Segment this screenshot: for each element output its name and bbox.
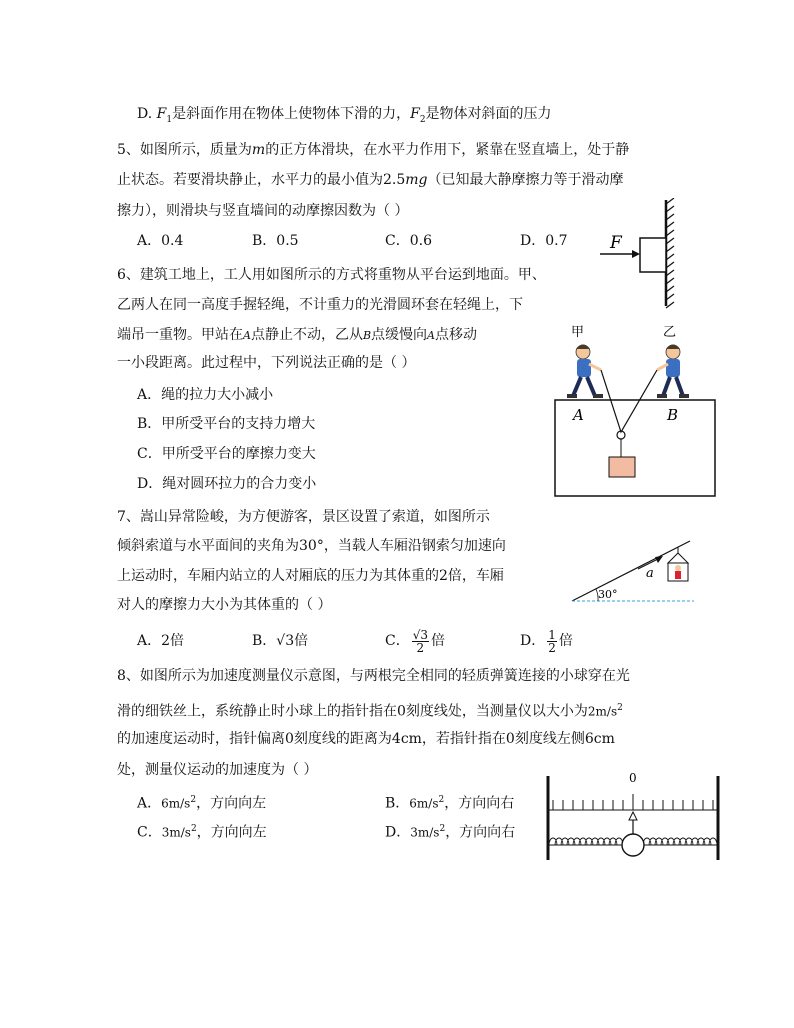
q5-line-2 [117,170,624,190]
option-letter: D． [520,633,546,649]
direction: ，方向向右 [445,824,516,841]
ball [622,834,644,856]
numerator: 1 [548,627,556,642]
q4-option-d [137,104,552,130]
worker-yi [657,345,689,399]
q6-line-1: 6、建筑工地上，工人用如图所示的方式将重物从平台运到地面。甲、 [117,267,546,283]
force-symbol: F [410,106,420,122]
denominator: 2 [416,640,425,655]
q6-option-b: B．甲所受平台的支持力增大 [137,416,316,432]
q6-option-d: D．绳对圆环拉力的合力变小 [137,476,317,492]
mg-symbol: mg [405,172,428,188]
option-suffix: 倍 [294,633,309,649]
q7-option-d [520,624,573,658]
option-text: 是斜面作用在物体上使物体下滑的力， [172,106,411,122]
option-letter: C． [385,633,410,649]
option-letter: A． [137,795,162,812]
denominator: 2 [548,640,556,655]
q7-line-3: 上运动时，车厢内站立的人对厢底的压力为其体重的2倍，车厢 [117,568,504,584]
fraction [547,629,557,654]
option-letter: D. [137,106,153,122]
q5-option-a: A．0.4 [137,233,184,249]
scale-ticks [553,794,713,810]
q7-option-c [385,624,445,658]
q6-line-3 [117,325,477,346]
point-b-ref: B [362,329,372,342]
zero-label: 0 [629,771,637,785]
label-b: B [667,406,679,424]
label-yi: 乙 [663,325,677,340]
unit: 2m/s [587,704,618,719]
option-letter: D． [385,824,411,841]
option-letter: B． [385,795,410,812]
q7-line-1: 7、嵩山异常险峻，为方便游客，景区设置了索道，如图所示 [117,509,490,525]
accel-label: a [646,566,654,581]
q8-line-2 [117,698,623,722]
q8-line-1: 8、如图所示为加速度测量仪示意图，与两根完全相同的轻质弹簧连接的小球穿在光 [117,668,630,684]
weight [609,457,635,477]
point-a-ref: A [427,329,435,342]
q8-option-b [385,790,514,814]
q8-option-c [137,819,267,843]
q8-option-a [137,790,266,814]
spring-coil [549,838,623,845]
option-value: 2 [161,633,171,649]
q8-figure-accelerometer [544,770,724,862]
superscript: 2 [439,824,446,834]
unit: 3m/s [410,825,440,840]
direction: ，方向向左 [196,795,267,812]
subscript: 2 [419,114,426,125]
option-letter: C． [137,824,162,841]
question-text: 点移动 [435,327,477,343]
question-text: 滑的细铁丝上，系统静止时小球上的指针指在0刻度线处，当测量仪以大小为 [117,703,588,720]
cabin [668,547,688,581]
q6-line-4: 一小段距离。此过程中，下列说法正确的是（ ） [117,355,416,371]
option-letter: B． [252,633,277,649]
unit: 6m/s [409,796,439,811]
q8-line-3: 的加速度运动时，指针偏离0刻度线的距离为4cm，若指针指在0刻度线左侧6cm [117,731,615,747]
wall [666,198,674,308]
mass-symbol: m [251,142,266,158]
question-text: 端吊一重物。甲站在 [117,327,243,343]
question-text: 5、如图所示，质量为 [117,142,252,158]
unit: 3m/s [161,825,191,840]
q7-figure-cable-car [568,533,698,607]
q7-line-2: 倾斜索道与水平面间的夹角为30°，当载人车厢沿钢索匀加速向 [117,538,506,554]
q5-line-1 [117,140,629,160]
question-text: （已知最大静摩擦力等于滑动摩 [427,172,624,188]
question-text: 的正方体滑块，在水平力作用下，紧靠在竖直墙上，处于静 [265,142,630,158]
force-label: F [610,233,622,253]
force-symbol: F [156,106,167,122]
q6-option-c: C．甲所受平台的摩擦力变大 [137,446,316,462]
option-suffix: 倍 [170,633,185,649]
q6-line-2: 乙两人在同一高度手握轻绳，不计重力的光滑圆环套在轻绳上，下 [117,297,523,313]
worker-jia [567,345,603,399]
superscript: 2 [617,703,623,713]
question-text: 点静止不动，乙从 [250,327,363,343]
direction: ，方向向右 [444,795,515,812]
q8-line-4: 处，测量仪运动的加速度为（ ） [117,762,318,778]
q8-option-d [385,819,515,843]
q6-option-a: A．绳的拉力大小减小 [137,387,274,403]
angle-label: 30° [598,588,618,601]
q6-figure-platform [553,322,719,498]
direction: ，方向向左 [196,824,267,841]
q5-line-3: 擦力），则滑块与竖直墙间的动摩擦因数为（ ） [117,203,409,219]
numerator: √3 [412,627,428,642]
option-suffix: 倍 [558,633,573,649]
option-suffix: 倍 [431,633,445,649]
block [640,238,666,272]
label-a: A [573,406,584,424]
q5-option-b: B．0.5 [252,233,299,249]
question-text: 点缓慢向 [371,327,428,343]
superscript: 2 [190,795,197,805]
point-a-ref: A [243,329,251,342]
spring-coil [643,838,717,845]
q7-option-a [137,631,184,651]
subscript: 1 [166,114,173,125]
unit: 6m/s [161,796,191,811]
fraction [412,629,429,654]
q7-option-b [252,631,308,651]
question-text: 止状态。若要滑块静止，水平力的最小值为2.5 [117,172,406,188]
q5-option-d: D．0.7 [520,233,568,249]
label-jia: 甲 [571,325,585,340]
superscript: 2 [438,795,445,805]
option-text: 是物体对斜面的压力 [425,106,552,122]
q7-line-4: 对人的摩擦力大小为其体重的（ ） [117,597,332,613]
option-letter: A． [137,633,162,649]
q5-figure-block-wall [600,198,690,310]
superscript: 2 [190,824,197,834]
option-value: √3 [276,633,295,649]
q5-option-c: C．0.6 [385,233,432,249]
